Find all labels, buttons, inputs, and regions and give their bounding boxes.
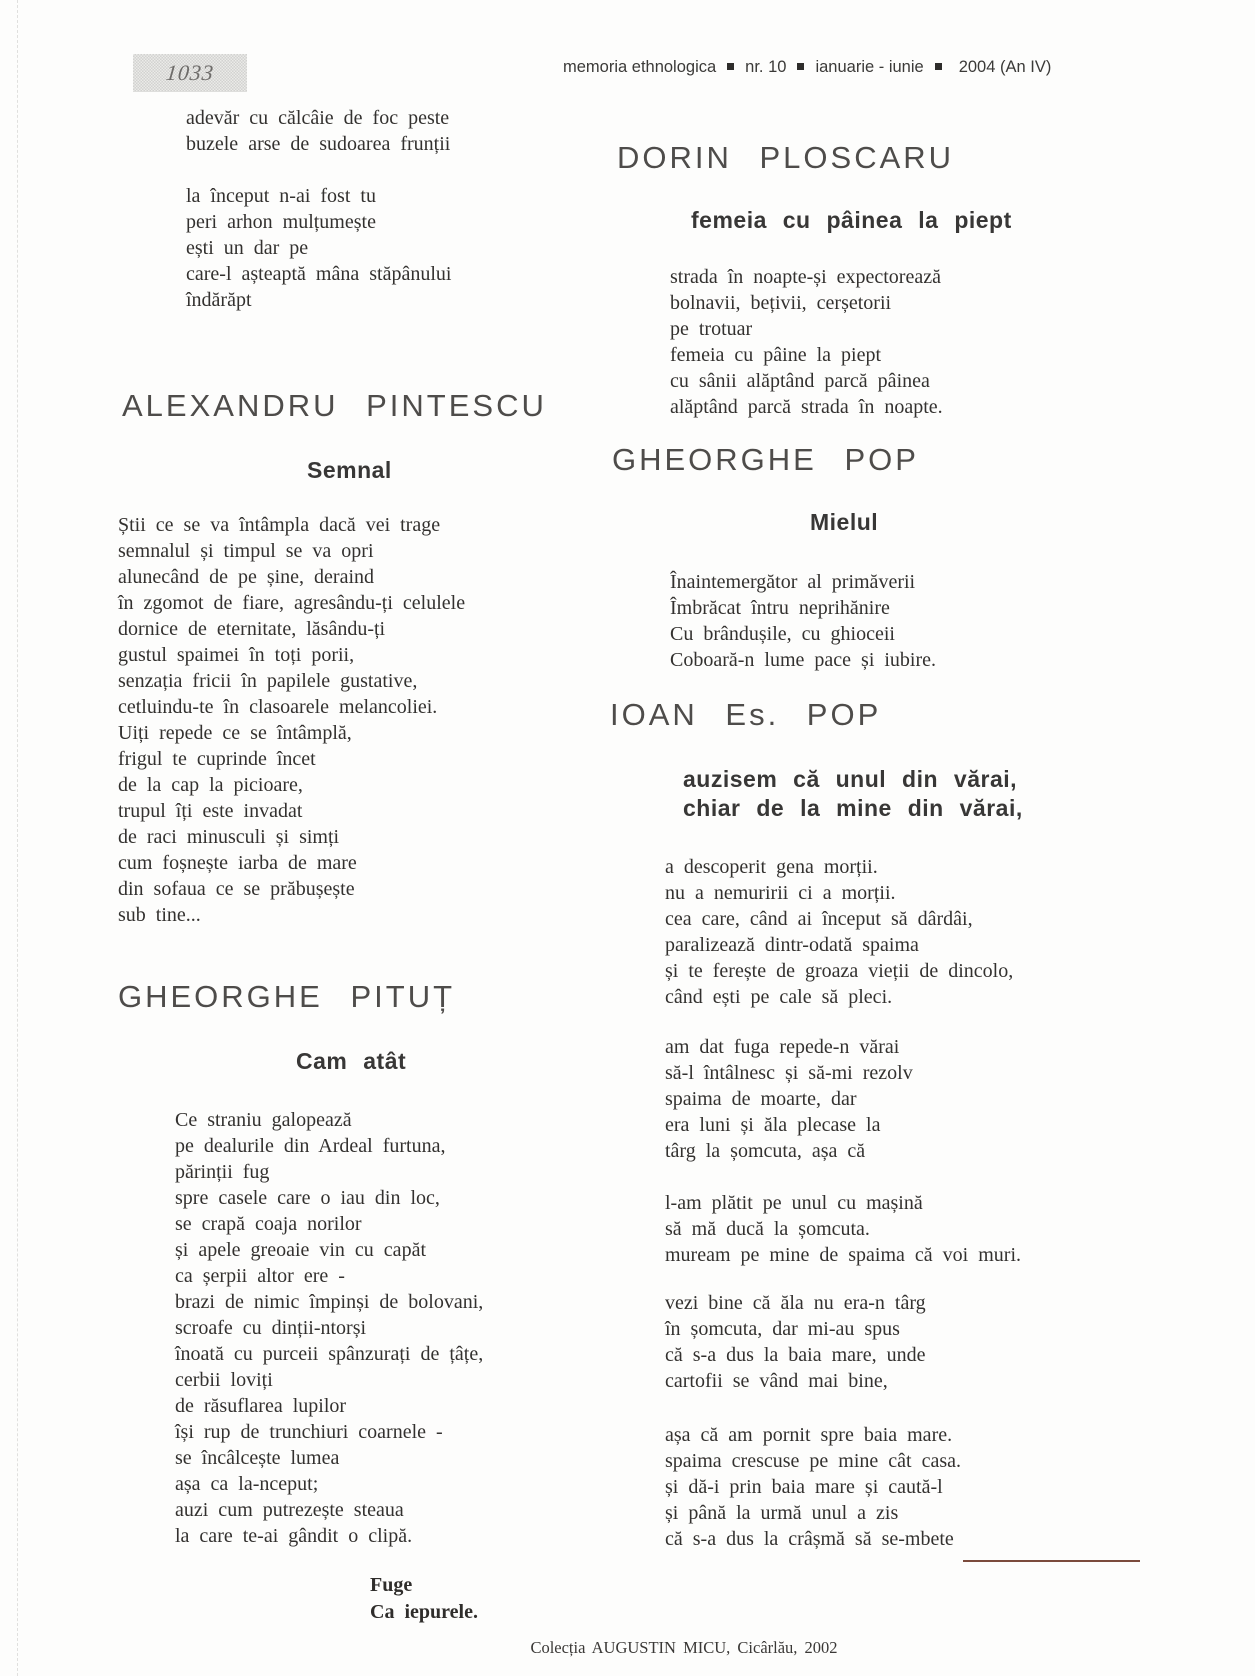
author-heading: GHEORGHE POP — [612, 442, 919, 477]
header-year: 2004 (An IV) — [958, 58, 1052, 76]
poem-line: muream pe mine de spaima că voi muri. — [665, 1244, 1022, 1266]
poem-line: cum foșnește iarba de mare — [118, 852, 357, 874]
poem-stanza — [665, 1290, 926, 1394]
separator-square-icon — [727, 63, 734, 70]
poem-line: cu sânii alăptând parcă pâinea — [670, 370, 930, 392]
author-heading: ALEXANDRU PINTESCU — [122, 388, 547, 423]
poem-stanza — [665, 1422, 961, 1552]
poem-line: din sofaua ce se prăbușește — [118, 878, 355, 900]
poem-line: chiar de la mine din vărai, — [683, 795, 1023, 821]
poem-line: își rup de trunchiuri coarnele - — [175, 1421, 443, 1443]
poem-stanza — [186, 183, 451, 313]
poem-line: așa ca la-nceput; — [175, 1473, 319, 1495]
poem-line: părinții fug — [175, 1161, 270, 1183]
poem-line: care-l așteaptă mâna stăpânului — [186, 263, 452, 285]
poem-line: dornice de eternitate, lăsându-ți — [118, 618, 386, 640]
poem-line: era luni și ăla plecase la — [665, 1114, 881, 1136]
poem-line: la care te-ai gândit o clipă. — [175, 1525, 413, 1547]
poem-line: femeia cu pâine la piept — [670, 344, 882, 366]
scan-edge-artifact — [17, 0, 18, 1676]
poem-stanza — [665, 1190, 1021, 1268]
author-heading: GHEORGHE PITUȚ — [118, 979, 456, 1014]
poem-line: și te ferește de groaza vieții de dincolo, — [665, 960, 1014, 982]
poem-line: de la cap la picioare, — [118, 774, 303, 796]
poem-line: semnalul și timpul se va opri — [118, 540, 374, 562]
poem-line: în șomcuta, dar mi-au spus — [665, 1318, 900, 1340]
poem-line: că s-a dus la crâșmă să se-mbete — [665, 1528, 954, 1550]
separator-square-icon — [935, 63, 942, 70]
poem-line: în zgomot de fiare, agresându-ți celulele — [118, 592, 466, 614]
poem-line: și apele greoaie vin cu capăt — [175, 1239, 426, 1261]
poem-line: cetluindu-te în clasoarele melancoliei. — [118, 696, 438, 718]
poem-line: Coboară-n lume pace și iubire. — [670, 649, 937, 671]
poem-line: cartofii se vând mai bine, — [665, 1370, 888, 1392]
poem-line: să mă ducă la șomcuta. — [665, 1218, 870, 1240]
poem-line: cerbii loviți — [175, 1369, 273, 1391]
divider-rule — [963, 1560, 1140, 1562]
poem-line: l-am plătit pe unul cu mașină — [665, 1192, 923, 1214]
poem-line: când ești pe cale să pleci. — [665, 986, 893, 1008]
poem-line: Fuge — [370, 1574, 413, 1596]
poem-line: Ce straniu galopează — [175, 1109, 352, 1131]
poem-stanza — [665, 854, 1013, 1010]
poem-title — [683, 765, 1023, 823]
poem-line: spaima de moarte, dar — [665, 1088, 857, 1110]
poem-line: alunecând de pe șine, deraind — [118, 566, 375, 588]
page-number-badge — [133, 54, 247, 92]
page-number: 1033 — [164, 60, 216, 85]
poem-line: Uiți repede ce se întâmplă, — [118, 722, 352, 744]
poem-line: nu a nemuririi ci a morții. — [665, 882, 896, 904]
poem-line: a descoperit gena morții. — [665, 856, 878, 878]
poem-title: femeia cu pâinea la piept — [691, 207, 1012, 233]
poem-line: târg la șomcuta, așa că — [665, 1140, 866, 1162]
poem-stanza — [175, 1107, 483, 1549]
author-heading: DORIN PLOSCARU — [617, 140, 955, 175]
header-period: ianuarie - iunie — [815, 58, 924, 76]
poem-line: înoată cu purceii spânzurați de țâțe, — [175, 1343, 484, 1365]
poem-line: cea care, când ai început să dârdâi, — [665, 908, 973, 930]
poem-line: bolnavii, bețivii, cerșetorii — [670, 292, 892, 314]
poem-line: se crapă coaja norilor — [175, 1213, 362, 1235]
poem-line: de răsuflarea lupilor — [175, 1395, 347, 1417]
poem-line: Știi ce se va întâmpla dacă vei trage — [118, 514, 441, 536]
poem-line: Ca iepurele. — [370, 1601, 478, 1623]
poem-line: strada în noapte-și expectorează — [670, 266, 941, 288]
poem-line: la început n-ai fost tu — [186, 185, 376, 207]
poem-line: ești un dar pe — [186, 237, 309, 259]
poem-line: alăptând parcă strada în noapte. — [670, 396, 943, 418]
poem-line: ca șerpii altor ere - — [175, 1265, 345, 1287]
poem-line: brazi de nimic împinși de bolovani, — [175, 1291, 484, 1313]
footer-credit: Colecția AUGUSTIN MICU, Cicârlău, 2002 — [530, 1638, 838, 1657]
poem-line: scroafe cu dinții-ntorși — [175, 1317, 367, 1339]
poem-line: îndărăpt — [186, 289, 252, 311]
poem-line: și dă-i prin baia mare și caută-l — [665, 1476, 943, 1498]
poem-stanza — [670, 569, 936, 673]
poem-line: Înaintemergător al primăverii — [670, 571, 916, 593]
separator-square-icon — [797, 63, 804, 70]
poem-line: buzele arse de sudoarea frunții — [186, 133, 451, 155]
poem-line: auzisem că unul din vărai, — [683, 766, 1018, 792]
poem-line: pe trotuar — [670, 318, 753, 340]
poem-line: paralizează dintr-odată spaima — [665, 934, 919, 956]
poem-line: gustul spaimei în toți porii, — [118, 644, 355, 666]
poem-line: am dat fuga repede-n vărai — [665, 1036, 900, 1058]
poem-line: pe dealurile din Ardeal furtuna, — [175, 1135, 446, 1157]
poem-line: sub tine... — [118, 904, 201, 926]
poem-line: Cu brândușile, cu ghioceii — [670, 623, 895, 645]
poem-line: frigul te cuprinde încet — [118, 748, 316, 770]
header-journal-title: memoria ethnologica — [563, 58, 717, 76]
poem-line: se încâlcește lumea — [175, 1447, 340, 1469]
poem-line: Îmbrăcat întru neprihănire — [670, 597, 890, 619]
poem-stanza — [186, 105, 450, 157]
poem-closing — [370, 1572, 478, 1626]
header-issue: nr. 10 — [745, 58, 787, 76]
poem-stanza — [118, 512, 465, 928]
journal-header — [563, 58, 1123, 77]
poem-line: auzi cum putrezește steaua — [175, 1499, 404, 1521]
poem-line: vezi bine că ăla nu era-n târg — [665, 1292, 926, 1314]
poem-line: senzația fricii în papilele gustative, — [118, 670, 418, 692]
poem-line: peri arhon mulțumește — [186, 211, 376, 233]
poem-stanza — [670, 264, 943, 420]
poem-stanza — [665, 1034, 913, 1164]
poem-line: adevăr cu călcâie de foc peste — [186, 107, 450, 129]
poem-line: spaima crescuse pe mine cât casa. — [665, 1450, 961, 1472]
poem-line: și până la urmă unul a zis — [665, 1502, 899, 1524]
poem-line: să-l întâlnesc și să-mi rezolv — [665, 1062, 913, 1084]
poem-line: trupul îți este invadat — [118, 800, 303, 822]
poem-title: Mielul — [810, 509, 879, 535]
author-heading: IOAN Es. POP — [610, 697, 882, 732]
poem-line: de raci minusculi și simți — [118, 826, 340, 848]
poem-line: că s-a dus la baia mare, unde — [665, 1344, 926, 1366]
poem-line: spre casele care o iau din loc, — [175, 1187, 440, 1209]
poem-title: Semnal — [307, 457, 392, 483]
poem-line: așa că am pornit spre baia mare. — [665, 1424, 953, 1446]
poem-title: Cam atât — [296, 1048, 407, 1074]
